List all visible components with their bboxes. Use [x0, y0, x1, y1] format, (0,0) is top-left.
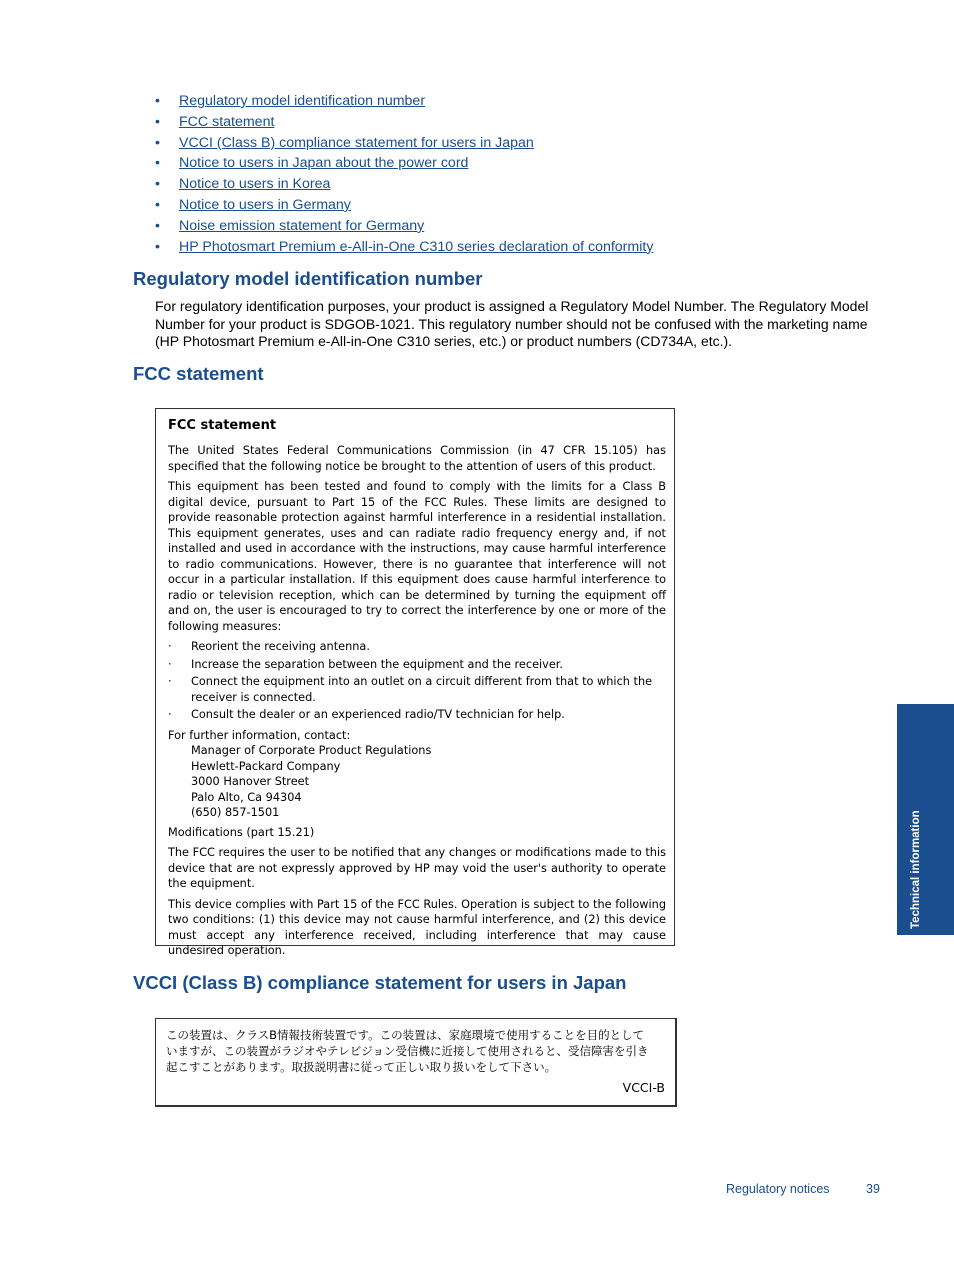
bullet: • [155, 196, 160, 213]
regulatory-paragraph: For regulatory identification purposes, your product is assigned a Regulatory Model Number. The Regulatory Model Number for your product is SDGOB-1021. This regulatory number should not be confused with the marketing name (HP Photosmart Premium e-All-in-One C310 series, etc.) or product numbers (CD734A, etc.). [155, 298, 869, 349]
measure-text: Increase the separation between the equipment and the receiver. [191, 657, 564, 671]
bullet: • [155, 134, 160, 151]
list-item [168, 657, 666, 673]
table-of-contents [155, 92, 653, 258]
contact-intro: For further information, contact: [168, 728, 351, 742]
fcc-paragraph: This equipment has been tested and found to comply with the limits for a Class B digital device, pursuant to Part 15 of the FCC Rules. These limits are designed to provide reasonable protection against harmful interference in a residential installation. This equipment generates, uses and can radiate radio frequency energy and, if not installed and used in accordance with the instructions, may cause harmful interference to radio communications. However, there is no guarantee that interference will not occur in a particular installation. If this equipment does cause harmful interference to radio or television reception, which can be determined by turning the equipment off and on, the user is encouraged to try to correct the interference by one or more of the following measures: [168, 480, 666, 633]
address-line: (650) 857-1501 [191, 806, 280, 819]
address-line: Hewlett-Packard Company [191, 759, 341, 773]
side-tab-label: Technical information [910, 810, 922, 929]
address-line: Palo Alto, Ca 94304 [191, 790, 302, 804]
bullet: · [168, 708, 172, 721]
toc-link-fcc-statement[interactable]: FCC statement [179, 113, 275, 130]
toc-item[interactable] [155, 134, 653, 155]
bullet: · [168, 657, 172, 671]
bullet: • [155, 113, 160, 130]
toc-link-vcci[interactable]: VCCI (Class B) compliance statement for users in Japan [179, 134, 534, 151]
heading-regulatory-model: Regulatory model identification number [133, 268, 483, 289]
jp-line: 起こすことがあります。取扱説明書に従って正しい取り扱いをして下さい。 [166, 1060, 557, 1074]
jp-line: いますが、この装置がラジオやテレビジョン受信機に近接して使用されると、受信障害を引き [166, 1044, 649, 1058]
toc-item[interactable] [155, 175, 653, 196]
footer-page-number: 39 [866, 1182, 880, 1196]
toc-item[interactable] [155, 238, 653, 259]
vcci-statement-box [155, 1018, 677, 1107]
toc-link-japan-power-cord[interactable]: Notice to users in Japan about the power cord [179, 155, 469, 172]
bullet: • [155, 93, 160, 109]
toc-link-germany[interactable]: Notice to users in Germany [179, 196, 351, 213]
toc-item[interactable] [155, 92, 653, 113]
side-tab-technical-information [897, 704, 954, 935]
bullet: · [168, 640, 172, 653]
bullet: • [155, 155, 160, 172]
measure-text: Consult the dealer or an experienced radio/TV technician for help. [191, 708, 565, 721]
toc-link-declaration[interactable]: HP Photosmart Premium e-All-in-One C310 series declaration of conformity [179, 238, 654, 255]
address-line: Manager of Corporate Product Regulations [191, 744, 432, 757]
measure-text: Reorient the receiving antenna. [191, 640, 370, 653]
toc-item[interactable] [155, 217, 653, 238]
list-item [168, 707, 666, 723]
jp-line: この装置は、クラスB情報技術装置です。この装置は、家庭環境で使用することを目的として [166, 1028, 645, 1042]
fcc-measures-list [168, 639, 666, 723]
toc-item[interactable] [155, 154, 653, 175]
contact-address [168, 743, 666, 821]
bullet: • [155, 176, 160, 193]
fcc-statement-box [155, 408, 675, 957]
heading-fcc-statement: FCC statement [133, 363, 264, 384]
modifications-label: Modifications (part 15.21) [168, 825, 315, 839]
fcc-box-title: FCC statement [168, 418, 277, 433]
vcci-japanese-text [166, 1027, 666, 1075]
list-item [168, 674, 666, 705]
footer-section-title: Regulatory notices [726, 1182, 830, 1196]
address-line: 3000 Hanover Street [191, 775, 310, 788]
bullet: • [155, 217, 160, 234]
toc-item[interactable] [155, 113, 653, 134]
vcci-code: VCCI-B [622, 1080, 665, 1095]
bullet: • [155, 238, 160, 255]
toc-link-korea[interactable]: Notice to users in Korea [179, 176, 331, 193]
list-item [168, 639, 666, 655]
toc-item[interactable] [155, 196, 653, 217]
fcc-paragraph: The FCC requires the user to be notified that any changes or modifications made to this device that are not expressly approved by HP may void the user's authority to operate the equipment. [168, 846, 666, 890]
bullet: · [168, 675, 172, 688]
toc-link-noise-germany[interactable]: Noise emission statement for Germany [179, 217, 425, 234]
measure-text: Connect the equipment into an outlet on a circuit different from that to which the receiver is connected. [191, 675, 653, 704]
fcc-paragraph: The United States Federal Communications Commission (in 47 CFR 15.105) has specified that the following notice be brought to the attention of users of this product. [168, 444, 666, 473]
toc-link-regulatory-model[interactable]: Regulatory model identification number [179, 93, 426, 109]
fcc-paragraph: This device complies with Part 15 of the FCC Rules. Operation is subject to the following two conditions: (1) this device may not cause harmful interference, and (2) this device must accept any interference received, including interference that may cause undesired operation. [168, 897, 666, 957]
heading-vcci: VCCI (Class B) compliance statement for users in Japan [133, 972, 627, 993]
